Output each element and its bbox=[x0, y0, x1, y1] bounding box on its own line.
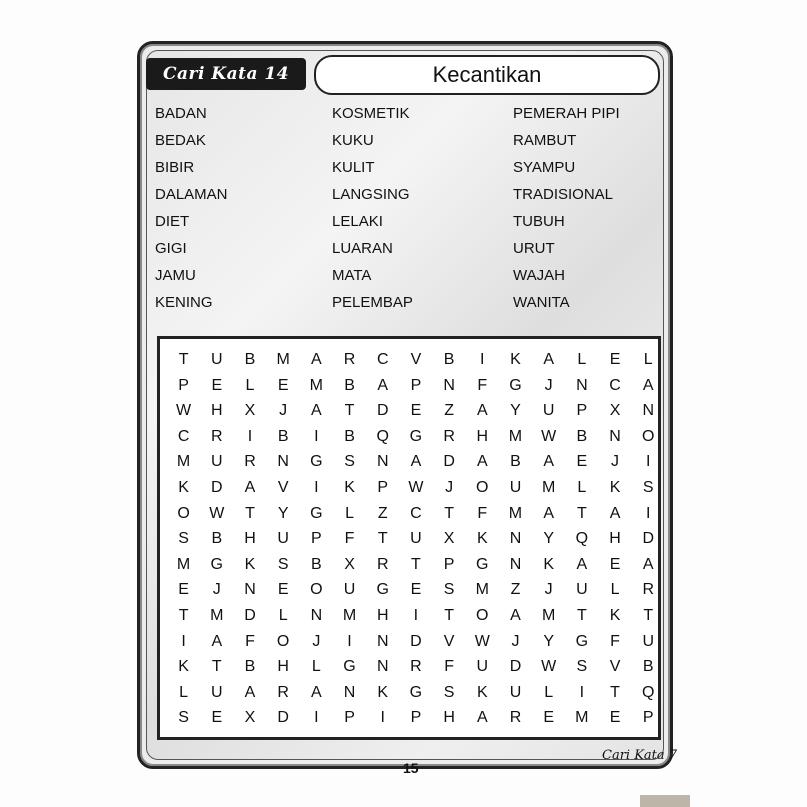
grid-cell[interactable]: V bbox=[609, 658, 621, 676]
grid-row bbox=[167, 347, 665, 373]
grid-cell[interactable]: H bbox=[277, 658, 289, 676]
grid-cell[interactable]: A bbox=[211, 632, 223, 650]
word-item: RAMBUT bbox=[513, 132, 577, 149]
grid-cell[interactable]: E bbox=[410, 402, 422, 420]
grid-cell[interactable]: K bbox=[609, 478, 621, 496]
grid-cell[interactable]: B bbox=[443, 351, 455, 368]
grid-cell[interactable]: O bbox=[641, 427, 655, 445]
grid-cell[interactable]: M bbox=[508, 504, 523, 522]
grid-cell[interactable]: U bbox=[509, 683, 522, 701]
grid-cell[interactable]: E bbox=[277, 376, 289, 394]
grid-cell[interactable]: V bbox=[443, 632, 455, 650]
grid-row bbox=[167, 449, 665, 475]
word-item: BIBIR bbox=[155, 159, 195, 176]
grid-cell[interactable]: L bbox=[610, 581, 620, 599]
grid-cell[interactable]: Y bbox=[543, 530, 554, 548]
grid-cell[interactable]: O bbox=[476, 606, 489, 624]
grid-row bbox=[167, 603, 665, 629]
grid-cell[interactable]: L bbox=[577, 478, 587, 496]
word-list-column-1 bbox=[155, 104, 228, 320]
grid-cell[interactable]: N bbox=[576, 376, 588, 394]
grid-cell[interactable]: A bbox=[642, 555, 654, 573]
grid-cell[interactable]: K bbox=[244, 555, 256, 573]
grid-cell[interactable]: R bbox=[642, 581, 654, 599]
word-item: LELAKI bbox=[332, 213, 383, 230]
grid-row bbox=[167, 552, 665, 578]
grid-cell[interactable]: F bbox=[610, 632, 620, 650]
grid-cell[interactable]: D bbox=[410, 632, 422, 650]
grid-cell[interactable]: E bbox=[211, 709, 223, 727]
word-item: DALAMAN bbox=[155, 186, 228, 203]
grid-cell[interactable]: N bbox=[376, 658, 389, 676]
grid-cell[interactable]: P bbox=[410, 709, 422, 727]
grid-cell[interactable]: N bbox=[609, 427, 621, 445]
grid-cell[interactable]: D bbox=[244, 606, 256, 624]
grid-cell[interactable]: S bbox=[576, 658, 588, 676]
grid-cell[interactable]: B bbox=[277, 427, 289, 445]
grid-cell[interactable]: A bbox=[377, 376, 389, 394]
grid-cell[interactable]: H bbox=[244, 530, 256, 548]
word-item: TUBUH bbox=[513, 213, 565, 230]
grid-cell[interactable]: I bbox=[413, 606, 419, 624]
grid-cell[interactable]: K bbox=[609, 606, 621, 624]
grid-cell[interactable]: E bbox=[211, 376, 223, 394]
grid-cell[interactable]: F bbox=[245, 632, 255, 650]
grid-cell[interactable]: C bbox=[376, 351, 389, 368]
grid-cell[interactable]: S bbox=[178, 709, 189, 727]
grid-cell[interactable]: N bbox=[376, 632, 389, 650]
grid-cell[interactable]: G bbox=[376, 581, 389, 599]
grid-cell[interactable]: J bbox=[544, 376, 553, 394]
grid-cell[interactable]: I bbox=[645, 453, 651, 471]
grid-cell[interactable]: N bbox=[310, 606, 323, 624]
grid-cell[interactable]: Z bbox=[444, 402, 454, 420]
grid-cell[interactable]: G bbox=[343, 658, 356, 676]
word-item: PEMERAH PIPI bbox=[513, 105, 620, 122]
word-item: TRADISIONAL bbox=[513, 186, 614, 203]
grid-cell[interactable]: T bbox=[178, 351, 189, 368]
grid-cell[interactable]: L bbox=[643, 351, 653, 368]
grid-cell[interactable]: L bbox=[311, 658, 321, 676]
grid-cell[interactable]: U bbox=[642, 632, 654, 650]
grid-cell[interactable]: L bbox=[577, 351, 587, 368]
word-item: KULIT bbox=[332, 159, 375, 176]
grid-cell[interactable]: T bbox=[178, 606, 189, 624]
grid-cell[interactable]: H bbox=[443, 709, 455, 727]
grid-cell[interactable]: A bbox=[543, 504, 554, 522]
grid-cell[interactable]: S bbox=[443, 683, 455, 701]
grid-cell[interactable]: L bbox=[278, 606, 288, 624]
grid-cell[interactable]: J bbox=[312, 632, 321, 650]
grid-cell[interactable]: X bbox=[244, 402, 256, 420]
grid-cell[interactable]: O bbox=[177, 504, 190, 522]
grid-cell[interactable]: E bbox=[609, 351, 621, 368]
grid-cell[interactable]: Z bbox=[510, 581, 521, 599]
grid-cell[interactable]: A bbox=[476, 402, 488, 420]
grid-cell[interactable]: W bbox=[176, 402, 192, 420]
grid-cell[interactable]: N bbox=[376, 453, 389, 471]
grid-row bbox=[167, 629, 665, 655]
grid-cell[interactable]: S bbox=[642, 478, 654, 496]
grid-cell[interactable]: B bbox=[576, 427, 588, 445]
grid-cell[interactable]: U bbox=[476, 658, 489, 676]
word-item: URUT bbox=[513, 240, 555, 257]
grid-cell[interactable]: B bbox=[510, 453, 521, 471]
grid-cell[interactable]: F bbox=[344, 530, 355, 548]
grid-cell[interactable]: W bbox=[474, 632, 490, 650]
grid-cell[interactable]: D bbox=[211, 478, 223, 496]
grid-cell[interactable]: T bbox=[576, 606, 587, 624]
grid-cell[interactable]: R bbox=[277, 683, 289, 701]
grid-cell[interactable]: G bbox=[409, 683, 423, 701]
grid-cell[interactable]: E bbox=[609, 709, 621, 727]
grid-cell[interactable]: L bbox=[345, 504, 354, 522]
grid-cell[interactable]: T bbox=[344, 402, 355, 420]
grid-cell[interactable]: F bbox=[477, 504, 488, 522]
word-list-column-3 bbox=[513, 104, 620, 320]
grid-cell[interactable]: B bbox=[642, 658, 654, 676]
grid-cell[interactable]: K bbox=[178, 478, 189, 496]
grid-cell[interactable]: U bbox=[211, 453, 223, 471]
grid-cell[interactable]: G bbox=[575, 632, 589, 650]
grid-cell[interactable]: P bbox=[410, 376, 422, 394]
grid-cell[interactable]: U bbox=[576, 581, 588, 599]
letter-grid bbox=[167, 347, 665, 731]
word-list-column-2 bbox=[332, 104, 413, 320]
grid-row bbox=[167, 680, 665, 706]
grid-cell[interactable]: A bbox=[476, 453, 488, 471]
grid-cell[interactable]: M bbox=[309, 376, 323, 394]
grid-cell[interactable]: P bbox=[377, 478, 389, 496]
grid-cell[interactable]: M bbox=[276, 351, 290, 368]
grid-row bbox=[167, 577, 665, 603]
grid-cell[interactable]: A bbox=[311, 402, 322, 420]
grid-cell[interactable]: J bbox=[279, 402, 288, 420]
word-item: KENING bbox=[155, 294, 213, 311]
grid-cell[interactable]: E bbox=[277, 581, 289, 599]
grid-cell[interactable]: S bbox=[344, 453, 355, 471]
grid-cell[interactable]: J bbox=[544, 581, 553, 599]
grid-cell[interactable]: N bbox=[277, 453, 289, 471]
grid-cell[interactable]: X bbox=[344, 555, 355, 573]
grid-cell[interactable]: K bbox=[476, 683, 488, 701]
grid-cell[interactable]: M bbox=[541, 606, 556, 624]
grid-cell[interactable]: P bbox=[642, 709, 654, 727]
grid-cell[interactable]: S bbox=[277, 555, 289, 573]
grid-cell[interactable]: K bbox=[377, 683, 389, 701]
grid-cell[interactable]: Q bbox=[575, 530, 589, 548]
grid-cell[interactable]: P bbox=[443, 555, 455, 573]
grid-cell[interactable]: M bbox=[541, 478, 556, 496]
grid-cell[interactable]: T bbox=[610, 683, 620, 701]
grid-row bbox=[167, 424, 665, 450]
grid-cell[interactable]: A bbox=[244, 683, 256, 701]
grid-cell[interactable]: R bbox=[244, 453, 256, 471]
grid-cell[interactable]: I bbox=[579, 683, 585, 701]
grid-cell[interactable]: M bbox=[176, 453, 191, 471]
grid-cell[interactable]: C bbox=[609, 376, 621, 394]
grid-cell[interactable]: I bbox=[645, 504, 651, 522]
grid-cell[interactable]: G bbox=[310, 504, 323, 522]
grid-cell[interactable]: N bbox=[244, 581, 256, 599]
grid-cell[interactable]: F bbox=[444, 658, 454, 676]
grid-cell[interactable]: M bbox=[176, 555, 191, 573]
letter-grid-box bbox=[157, 336, 661, 740]
grid-cell[interactable]: U bbox=[542, 402, 555, 420]
word-item: MATA bbox=[332, 267, 372, 284]
grid-cell[interactable]: Y bbox=[510, 402, 521, 420]
grid-cell[interactable]: V bbox=[410, 351, 422, 368]
grid-cell[interactable]: T bbox=[643, 606, 654, 624]
grid-cell[interactable]: M bbox=[475, 581, 489, 599]
grid-cell[interactable]: B bbox=[211, 530, 223, 548]
word-item: KOSMETIK bbox=[332, 105, 410, 122]
grid-cell[interactable]: K bbox=[344, 478, 355, 496]
word-item: LUARAN bbox=[332, 240, 393, 257]
grid-cell[interactable]: G bbox=[476, 555, 489, 573]
grid-cell[interactable]: C bbox=[410, 504, 422, 522]
grid-cell[interactable]: U bbox=[277, 530, 289, 548]
grid-cell[interactable]: I bbox=[247, 427, 253, 445]
grid-cell[interactable]: I bbox=[314, 709, 319, 727]
grid-cell[interactable]: M bbox=[575, 709, 589, 727]
word-item: LANGSING bbox=[332, 186, 410, 203]
grid-cell[interactable]: Y bbox=[277, 504, 289, 522]
grid-cell[interactable]: W bbox=[408, 478, 424, 496]
puzzle-number-badge: Cari Kata 14 bbox=[146, 58, 306, 90]
grid-cell[interactable]: L bbox=[179, 683, 189, 701]
grid-cell[interactable]: G bbox=[210, 555, 223, 573]
grid-cell[interactable]: B bbox=[344, 376, 355, 394]
grid-cell[interactable]: J bbox=[511, 632, 520, 650]
grid-cell[interactable]: D bbox=[642, 530, 654, 548]
grid-cell[interactable]: E bbox=[543, 709, 554, 727]
grid-cell[interactable]: A bbox=[576, 555, 588, 573]
grid-cell[interactable]: Y bbox=[543, 632, 554, 650]
grid-cell[interactable]: E bbox=[609, 555, 621, 573]
page-number: 15 bbox=[403, 760, 419, 776]
grid-cell[interactable]: L bbox=[245, 376, 255, 394]
grid-cell[interactable]: N bbox=[343, 683, 356, 701]
grid-cell[interactable]: C bbox=[177, 427, 190, 445]
grid-cell[interactable]: K bbox=[510, 351, 521, 368]
word-item: JAMU bbox=[155, 267, 196, 284]
grid-cell[interactable]: I bbox=[480, 351, 485, 368]
grid-cell[interactable]: J bbox=[445, 478, 454, 496]
grid-row bbox=[167, 526, 665, 552]
grid-cell[interactable]: T bbox=[444, 606, 454, 624]
grid-cell[interactable]: P bbox=[576, 402, 588, 420]
grid-cell[interactable]: X bbox=[443, 530, 455, 548]
grid-cell[interactable]: R bbox=[343, 351, 356, 368]
grid-cell[interactable]: B bbox=[311, 555, 322, 573]
grid-cell[interactable]: A bbox=[311, 351, 322, 368]
grid-cell[interactable]: N bbox=[509, 555, 522, 573]
grid-cell[interactable]: G bbox=[509, 376, 522, 394]
word-item: KUKU bbox=[332, 132, 374, 149]
grid-cell[interactable]: E bbox=[576, 453, 588, 471]
grid-cell[interactable]: Q bbox=[641, 683, 655, 701]
grid-cell[interactable]: S bbox=[178, 530, 189, 548]
grid-cell[interactable]: G bbox=[409, 427, 423, 445]
grid-row bbox=[167, 398, 665, 424]
page-edge-shadow bbox=[640, 795, 690, 807]
grid-cell[interactable]: P bbox=[178, 376, 189, 394]
grid-cell[interactable]: Z bbox=[377, 504, 388, 522]
grid-cell[interactable]: P bbox=[344, 709, 355, 727]
grid-row bbox=[167, 373, 665, 399]
grid-cell[interactable]: I bbox=[181, 632, 186, 650]
grid-cell[interactable]: R bbox=[509, 709, 522, 727]
grid-cell[interactable]: E bbox=[410, 581, 422, 599]
grid-cell[interactable]: N bbox=[443, 376, 455, 394]
grid-cell[interactable]: N bbox=[642, 402, 654, 420]
grid-cell[interactable]: A bbox=[543, 351, 554, 368]
grid-row bbox=[167, 705, 665, 731]
word-item: BEDAK bbox=[155, 132, 206, 149]
grid-cell[interactable]: R bbox=[211, 427, 223, 445]
grid-cell[interactable]: B bbox=[344, 427, 355, 445]
grid-cell[interactable]: D bbox=[376, 402, 389, 420]
grid-cell[interactable]: H bbox=[211, 402, 223, 420]
grid-row bbox=[167, 654, 665, 680]
word-item: SYAMPU bbox=[513, 159, 576, 176]
grid-cell[interactable]: O bbox=[476, 478, 489, 496]
grid-cell[interactable]: K bbox=[476, 530, 488, 548]
grid-cell[interactable]: A bbox=[311, 683, 322, 701]
word-item: WAJAH bbox=[513, 267, 565, 284]
grid-cell[interactable]: S bbox=[443, 581, 455, 599]
word-item: PELEMBAP bbox=[332, 294, 413, 311]
grid-row bbox=[167, 501, 665, 527]
grid-cell[interactable]: M bbox=[210, 606, 224, 624]
grid-cell[interactable]: Q bbox=[376, 427, 389, 445]
grid-cell[interactable]: H bbox=[609, 530, 621, 548]
grid-cell[interactable]: A bbox=[609, 504, 621, 522]
grid-cell[interactable]: D bbox=[277, 709, 289, 727]
grid-cell[interactable]: I bbox=[314, 427, 319, 445]
grid-cell[interactable]: A bbox=[543, 453, 554, 471]
grid-cell[interactable]: J bbox=[611, 453, 620, 471]
grid-cell[interactable]: D bbox=[509, 658, 522, 676]
grid-row bbox=[167, 475, 665, 501]
word-item: BADAN bbox=[155, 105, 207, 122]
grid-cell[interactable]: M bbox=[508, 427, 523, 445]
grid-cell[interactable]: U bbox=[410, 530, 422, 548]
grid-cell[interactable]: T bbox=[211, 658, 222, 676]
grid-cell[interactable]: A bbox=[510, 606, 521, 624]
grid-cell[interactable]: H bbox=[476, 427, 489, 445]
grid-cell[interactable]: X bbox=[244, 709, 256, 727]
grid-cell[interactable]: J bbox=[212, 581, 221, 599]
grid-cell[interactable]: A bbox=[642, 376, 654, 394]
grid-cell[interactable]: U bbox=[211, 351, 223, 368]
grid-cell[interactable]: D bbox=[443, 453, 455, 471]
grid-cell[interactable]: I bbox=[347, 632, 352, 650]
grid-cell[interactable]: H bbox=[376, 606, 389, 624]
grid-cell[interactable]: W bbox=[541, 658, 557, 676]
grid-cell[interactable]: O bbox=[310, 581, 323, 599]
grid-cell[interactable]: B bbox=[244, 658, 256, 676]
word-item: DIET bbox=[155, 213, 190, 230]
grid-cell[interactable]: M bbox=[342, 606, 357, 624]
grid-cell[interactable]: A bbox=[244, 478, 256, 496]
grid-cell[interactable]: W bbox=[209, 504, 225, 522]
grid-cell[interactable]: O bbox=[276, 632, 290, 650]
grid-cell[interactable]: T bbox=[576, 504, 587, 522]
grid-cell[interactable]: F bbox=[477, 376, 488, 394]
grid-cell[interactable]: U bbox=[509, 478, 522, 496]
grid-cell[interactable]: L bbox=[544, 683, 554, 701]
grid-cell[interactable]: P bbox=[311, 530, 322, 548]
grid-cell[interactable]: T bbox=[444, 504, 454, 522]
grid-cell[interactable]: E bbox=[178, 581, 189, 599]
grid-cell[interactable]: R bbox=[376, 555, 389, 573]
grid-cell[interactable]: R bbox=[443, 427, 455, 445]
word-item: WANITA bbox=[513, 294, 570, 311]
grid-cell[interactable]: U bbox=[211, 683, 223, 701]
grid-cell[interactable]: K bbox=[543, 555, 554, 573]
grid-cell[interactable]: B bbox=[244, 351, 256, 368]
grid-cell[interactable]: X bbox=[609, 402, 621, 420]
grid-cell[interactable]: T bbox=[377, 530, 388, 548]
grid-cell[interactable]: T bbox=[411, 555, 421, 573]
grid-cell[interactable]: G bbox=[310, 453, 323, 471]
grid-cell[interactable]: A bbox=[410, 453, 422, 471]
grid-cell[interactable]: N bbox=[509, 530, 522, 548]
grid-cell[interactable]: W bbox=[541, 427, 557, 445]
grid-cell[interactable]: I bbox=[380, 709, 385, 727]
grid-cell[interactable]: U bbox=[343, 581, 356, 599]
grid-cell[interactable]: V bbox=[277, 478, 289, 496]
puzzle-title: Kecantikan bbox=[314, 55, 660, 95]
grid-cell[interactable]: I bbox=[314, 478, 319, 496]
grid-cell[interactable]: A bbox=[476, 709, 488, 727]
footer-label: Cari Kata 7 bbox=[602, 748, 678, 763]
grid-cell[interactable]: T bbox=[245, 504, 255, 522]
grid-cell[interactable]: R bbox=[410, 658, 422, 676]
word-item: GIGI bbox=[155, 240, 187, 257]
grid-cell[interactable]: K bbox=[178, 658, 189, 676]
